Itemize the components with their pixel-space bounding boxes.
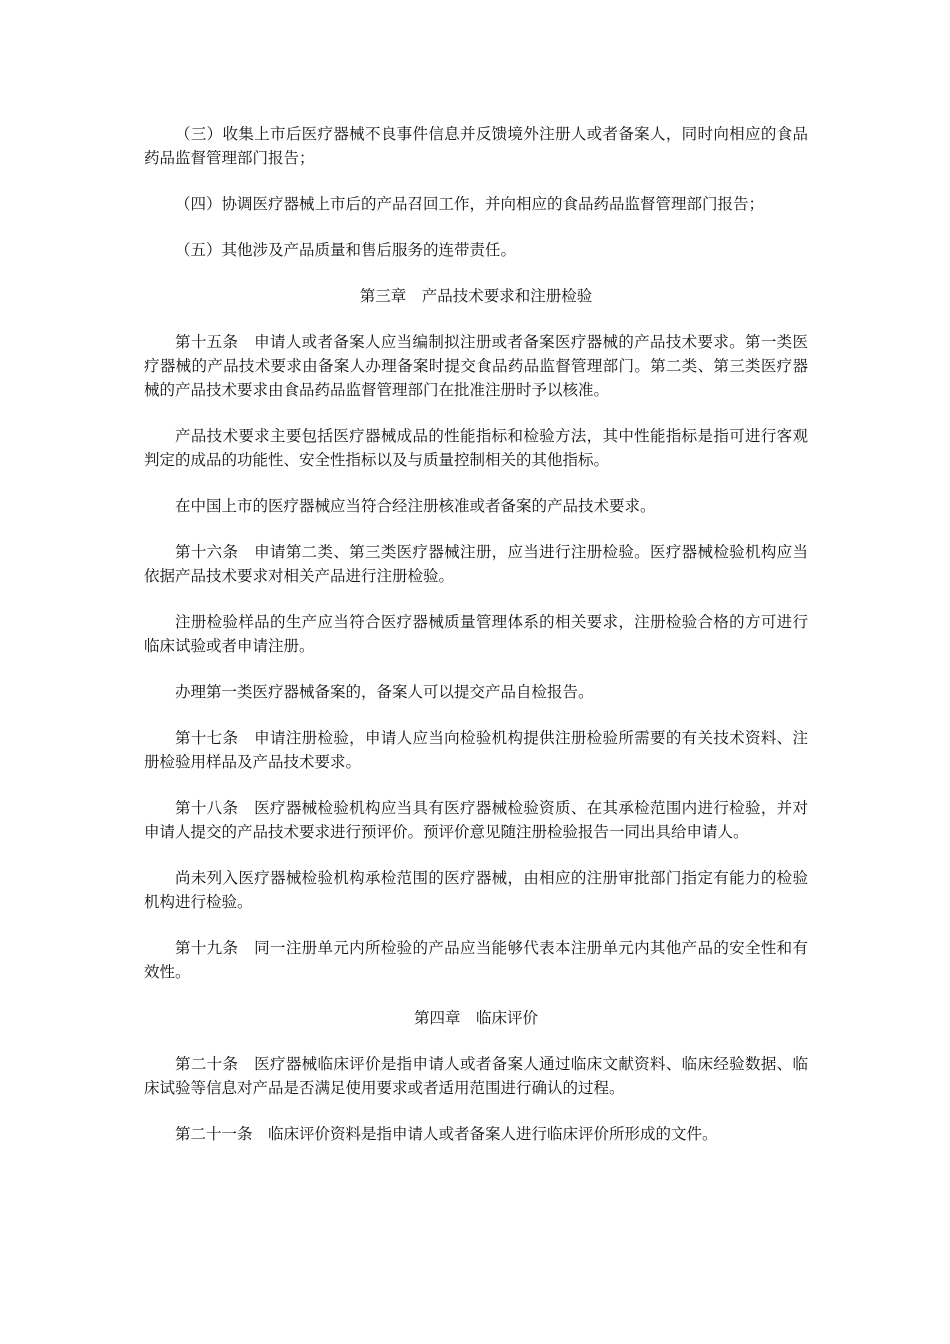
article-15-para-3: 在中国上市的医疗器械应当符合经注册核准或者备案的产品技术要求。 [175,497,656,515]
article-15: 第十五条 申请人或者备案人应当编制拟注册或者备案医疗器械的产品技术要求。第一类医疗器械的产品技术要求由备案人办理备案时提交食品药品监督管理部门。第二类、第三类医疗器械的产品技术要求由食品药品监督管理部门在批准注册时予以核准。 [144,333,808,399]
chapter-4-heading: 第四章 临床评价 [413,1009,538,1027]
article-15-para-2: 产品技术要求主要包括医疗器械成品的性能指标和检验方法，其中性能指标是指可进行客观判定的成品的功能性、安全性指标以及与质量控制相关的其他指标。 [144,427,808,469]
chapter-3-heading: 第三章 产品技术要求和注册检验 [359,287,593,305]
article-21: 第二十一条 临床评价资料是指申请人或者备案人进行临床评价所形成的文件。 [175,1125,718,1143]
article-17: 第十七条 申请注册检验，申请人应当向检验机构提供注册检验所需要的有关技术资料、注册检验用样品及产品技术要求。 [144,729,808,771]
document-page [144,122,808,1168]
paragraph-item-4: （四）协调医疗器械上市后的产品召回工作，并向相应的食品药品监督管理部门报告； [175,195,765,213]
article-18-para-2: 尚未列入医疗器械检验机构承检范围的医疗器械，由相应的注册审批部门指定有能力的检验机构进行检验。 [144,869,808,911]
article-16-para-3: 办理第一类医疗器械备案的，备案人可以提交产品自检报告。 [175,683,594,701]
article-19: 第十九条 同一注册单元内所检验的产品应当能够代表本注册单元内其他产品的安全性和有效性。 [144,939,808,981]
article-16-para-2: 注册检验样品的生产应当符合医疗器械质量管理体系的相关要求，注册检验合格的方可进行临床试验或者申请注册。 [144,613,808,655]
article-16: 第十六条 申请第二类、第三类医疗器械注册，应当进行注册检验。医疗器械检验机构应当依据产品技术要求对相关产品进行注册检验。 [144,543,808,585]
article-18: 第十八条 医疗器械检验机构应当具有医疗器械检验资质、在其承检范围内进行检验，并对申请人提交的产品技术要求进行预评价。预评价意见随注册检验报告一同出具给申请人。 [144,799,808,841]
article-20: 第二十条 医疗器械临床评价是指申请人或者备案人通过临床文献资料、临床经验数据、临床试验等信息对产品是否满足使用要求或者适用范围进行确认的过程。 [144,1055,808,1097]
paragraph-item-5: （五）其他涉及产品质量和售后服务的连带责任。 [175,241,517,259]
paragraph-item-3: （三）收集上市后医疗器械不良事件信息并反馈境外注册人或者备案人，同时向相应的食品药品监督管理部门报告； [144,125,808,167]
